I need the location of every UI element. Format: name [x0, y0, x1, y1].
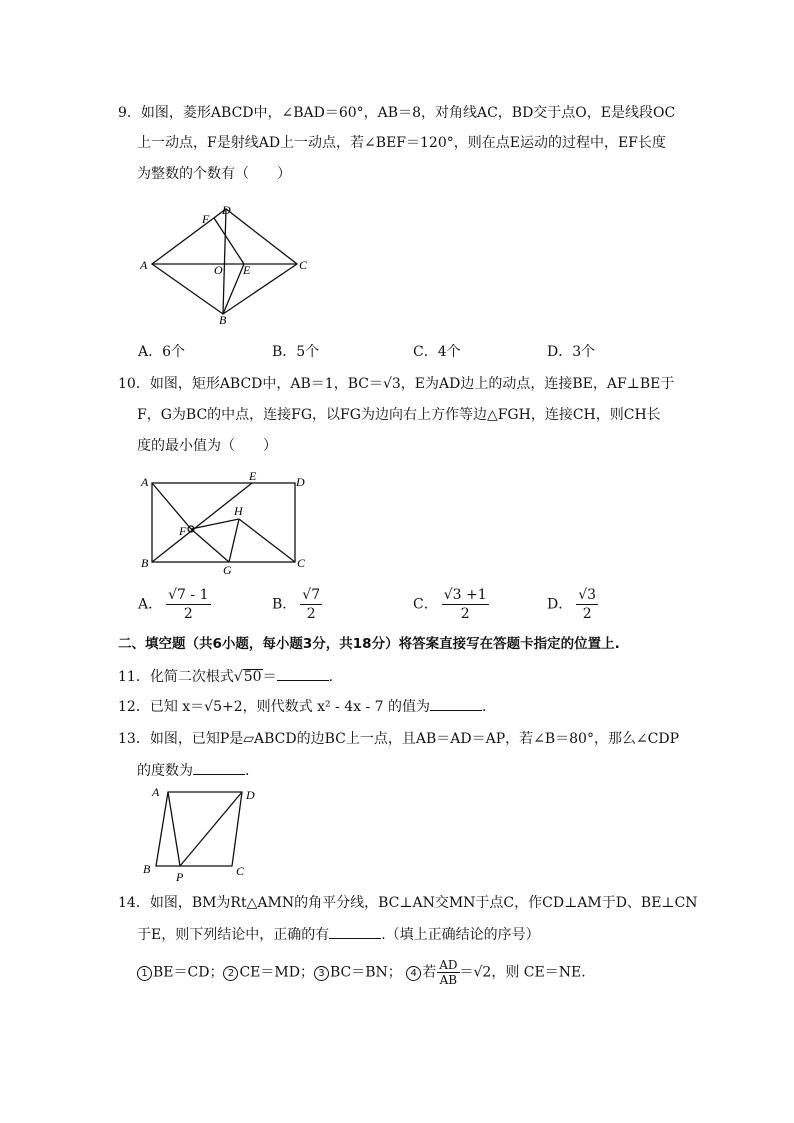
- q10-rectangle-figure: [135, 468, 320, 578]
- q9-option-b: B．5个: [272, 344, 320, 360]
- q10-label-a: A: [141, 475, 149, 489]
- q9-label-a: A: [140, 258, 148, 272]
- q11-answer-blank[interactable]: [277, 666, 329, 681]
- section-2-heading: 二、填空题（共6小题，每小题3分，共18分）将答案直接写在答题卡指定的位置上.: [118, 636, 620, 652]
- q10-option-b-numerator: √7: [302, 587, 321, 603]
- q10-line3: 度的最小值为（ ）: [137, 438, 277, 454]
- q14-conclusion-3: BC＝BN；: [329, 964, 402, 981]
- q9-line3: 为整数的个数有（ ）: [137, 166, 291, 182]
- q10-option-a-denominator: 2: [183, 606, 193, 622]
- q10-line1: 10．如图，矩形ABCD中，AB＝1，BC＝√3，E为AD边上的动点，连接BE，AF⊥BE于: [118, 376, 675, 392]
- q10-option-d-numerator: √3: [578, 587, 597, 603]
- q13-label-p: P: [176, 870, 184, 884]
- q13-label-c: C: [236, 864, 245, 878]
- q13-label-a: A: [152, 785, 160, 799]
- q13-parallelogram-figure: [135, 780, 270, 885]
- q10-label-g: G: [223, 563, 232, 577]
- q10-option-a: A． $\frac{√7 - 1}{2}$: [138, 587, 209, 622]
- q9-label-b: B: [219, 313, 227, 327]
- q14-mark-4: 4: [406, 966, 421, 981]
- q9-option-a: A．6个: [138, 344, 186, 360]
- q10-option-b-denominator: 2: [306, 606, 316, 622]
- q9-label-c: C: [299, 258, 308, 272]
- q14-conclusion-1: BE＝CD；: [153, 964, 224, 981]
- q9-option-c: C．4个: [413, 344, 461, 360]
- q11-radicand: 50: [243, 669, 262, 685]
- q14-mark-3: 3: [314, 966, 329, 981]
- q14-conclusion-2: CE＝MD；: [239, 964, 314, 981]
- q10-label-h: H: [234, 504, 243, 518]
- q9-label-e: E: [243, 263, 251, 277]
- q13-line1: 13．如图，已知P是▱ABCD的边BC上一点，且AB＝AD＝AP，若∠B＝80°，那么∠CDP: [118, 731, 680, 747]
- q9-line2: 上一动点，F是射线AD上一动点，若∠BEF＝120°，则在点E运动的过程中，EF长度: [137, 135, 666, 151]
- q10-label-e: E: [249, 469, 257, 483]
- q14-conclusion-4: ＝√2，则 CE＝NE.: [459, 964, 586, 981]
- q12: 12．已知 x＝√5+2，则代数式 x² - 4x - 7 的值为 .: [118, 696, 486, 717]
- q11: 11．化简二次根式√50＝ .: [118, 666, 333, 687]
- q9-label-o: O: [214, 263, 223, 277]
- q10-line2: F，G为BC的中点，连接FG，以FG为边向右上方作等边△FGH，连接CH，则CH长: [137, 407, 661, 423]
- q9-line1: 9．如图，菱形ABCD中，∠BAD＝60°，AB＝8，对角线AC，BD交于点O，E是线段OC: [118, 105, 676, 121]
- q10-option-c: C． $\frac{√3 +1}{2}$: [413, 587, 487, 622]
- q14-mark-2: 2: [223, 966, 238, 981]
- q10-option-b: B． $\frac{√7}{2}$: [272, 587, 321, 622]
- q14-line2: 于E，则下列结论中，正确的有 .（填上正确结论的序号）: [137, 924, 540, 945]
- q13-label-b: B: [143, 862, 151, 876]
- q10-option-d-denominator: 2: [582, 606, 592, 622]
- q13-answer-blank[interactable]: [193, 760, 245, 775]
- q9-option-d: D．3个: [547, 344, 596, 360]
- q12-answer-blank[interactable]: [430, 696, 482, 711]
- q10-option-c-denominator: 2: [460, 606, 470, 622]
- q14-mark-1: 1: [137, 966, 152, 981]
- q10-option-c-numerator: √3 +1: [443, 587, 487, 603]
- q9-label-f: F: [202, 212, 210, 226]
- q10-label-c: C: [297, 556, 306, 570]
- q9-rhombus-figure: [135, 198, 315, 328]
- q14-line1: 14．如图，BM为Rt△AMN的角平分线，BC⊥AN交MN于点C，作CD⊥AM于D、BE⊥CN: [118, 895, 698, 911]
- q10-option-a-numerator: √7 - 1: [168, 587, 209, 603]
- q14-fraction-numerator: AD: [439, 958, 458, 972]
- q10-label-b: B: [141, 556, 149, 570]
- q13-label-d: D: [246, 788, 255, 802]
- q14-fraction-denominator: AB: [439, 973, 458, 987]
- q10-option-d: D． $\frac{√3}{2}$: [547, 587, 597, 622]
- q13-line2: 的度数为 .: [137, 760, 249, 781]
- q14-conclusions: 1 BE＝CD； 2 CE＝MD； 3 BC＝BN； 4 若 $\frac{AD}{AB}$ ＝√2，则 CE＝NE.: [137, 958, 586, 987]
- q10-label-f: F: [179, 524, 187, 538]
- q10-label-d: D: [296, 475, 305, 489]
- q9-label-d: D: [222, 203, 231, 217]
- q14-answer-blank[interactable]: [329, 924, 381, 939]
